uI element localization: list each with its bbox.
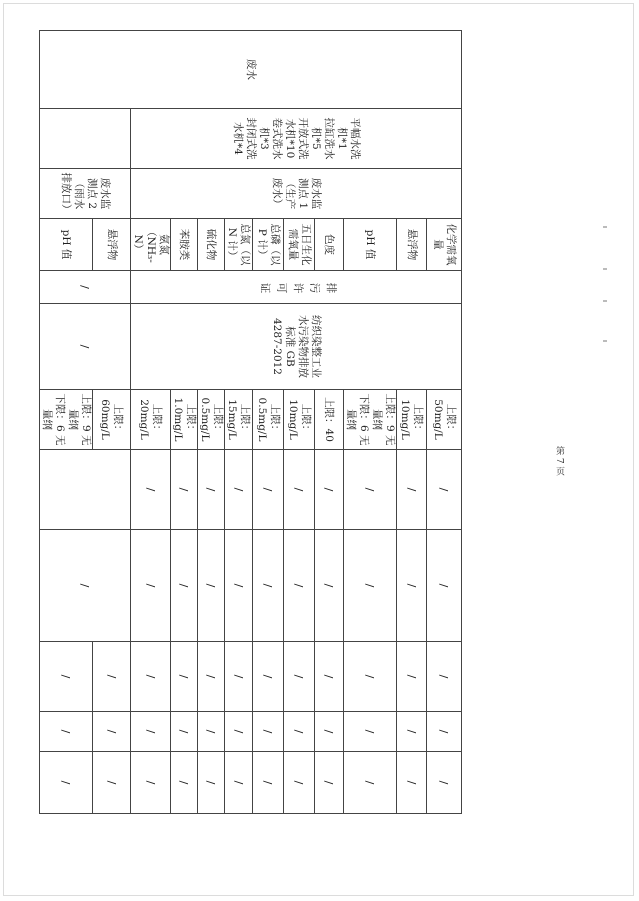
slash-cell: / [284, 642, 315, 712]
slash-cell: / [427, 642, 462, 712]
limit-cell: 上限：50mg/L [427, 390, 462, 450]
limit-cell: 上限：20mg/L [131, 390, 171, 450]
slash-cell: / [284, 530, 315, 642]
slash-cell: / [253, 642, 284, 712]
slash-cell: / [253, 530, 284, 642]
slash-cell: / [40, 271, 131, 304]
equipment-cell: 平幅水洗 机*1 拉缸洗水 机*5 开放式洗 水机*10 卷式洗水 机*3 封闭式洗 水机*4 [131, 109, 462, 169]
pollutant-cell: 硫化物 [198, 219, 225, 271]
slash-cell: / [225, 530, 253, 642]
monitoring-table [39, 30, 462, 814]
slash-cell: / [225, 752, 253, 814]
slash-cell: / [171, 712, 198, 752]
slash-cell: / [171, 642, 198, 712]
slash-cell: / [397, 642, 427, 712]
slash-cell: / [131, 450, 171, 530]
slash-cell: / [40, 642, 93, 712]
slash-cell: / [427, 450, 462, 530]
slash-cell: / [284, 712, 315, 752]
slash-cell: / [427, 752, 462, 814]
pollutant-cell: 色度 [315, 219, 344, 271]
slash-cell: / [253, 752, 284, 814]
limit-cell: 上限：10mg/L [397, 390, 427, 450]
slash-cell: / [344, 642, 397, 712]
limit-cell: 上限：15mg/L [225, 390, 253, 450]
slash-cell: / [93, 642, 131, 712]
slash-cell: / [315, 530, 344, 642]
slash-cell: / [427, 530, 462, 642]
table-row [427, 31, 462, 814]
scan-mark [603, 300, 607, 302]
slash-cell: / [397, 752, 427, 814]
pollutant-cell: 悬浮物 [397, 219, 427, 271]
limit-cell: 上限：10mg/L [284, 390, 315, 450]
category-cell: 废水 [40, 31, 462, 109]
blank-cell [40, 450, 131, 530]
scan-mark [603, 226, 607, 228]
slash-cell: / [198, 450, 225, 530]
slash-cell: / [284, 450, 315, 530]
rotated-table-wrapper [41, 30, 462, 813]
slash-cell: / [131, 712, 171, 752]
slash-cell: / [253, 450, 284, 530]
page-number: 第 7 页 [554, 446, 564, 476]
slash-cell: / [344, 450, 397, 530]
slash-cell: / [315, 752, 344, 814]
slash-cell: / [171, 752, 198, 814]
pollutant-cell: 悬浮物 [93, 219, 131, 271]
slash-cell: / [397, 530, 427, 642]
slash-cell: / [225, 450, 253, 530]
slash-cell: / [93, 752, 131, 814]
slash-cell: / [253, 712, 284, 752]
slash-cell: / [284, 752, 315, 814]
slash-cell: / [225, 712, 253, 752]
pollutant-cell: 总磷（以 P 计） [253, 219, 284, 271]
pollutant-cell: 五日生化 需氧量 [284, 219, 315, 271]
monitor-point-2-cell: 废水监 测点 2 （雨水 排放口） [40, 169, 131, 219]
table-row [93, 31, 131, 814]
limit-cell: 上限：0.5mg/L [253, 390, 284, 450]
scan-mark [603, 268, 607, 270]
permit-cell: 排污许可证 [131, 271, 462, 304]
limit-cell: 上限：1.0mg/L [171, 390, 198, 450]
slash-cell: / [344, 752, 397, 814]
slash-cell: / [397, 712, 427, 752]
slash-cell: / [198, 752, 225, 814]
slash-cell: / [344, 712, 397, 752]
pollutant-cell: 总氮（以 N 计） [225, 219, 253, 271]
slash-cell: / [93, 712, 131, 752]
slash-cell: / [131, 530, 171, 642]
limit-cell: 上限：0.5mg/L [198, 390, 225, 450]
pollutant-cell: 苯胺类 [171, 219, 198, 271]
slash-cell: / [131, 642, 171, 712]
slash-cell: / [131, 752, 171, 814]
slash-cell: / [427, 712, 462, 752]
slash-cell: / [171, 530, 198, 642]
pollutant-cell: 化学需氧 量 [427, 219, 462, 271]
slash-cell: / [40, 752, 93, 814]
scan-mark [603, 340, 607, 342]
limit-cell: 上限：9 无量纲 下限：6 无量纲 [40, 390, 93, 450]
monitor-point-1-cell: 废水监 测点 1 （生产 废水） [131, 169, 462, 219]
slash-cell: / [171, 450, 198, 530]
slash-cell: / [198, 530, 225, 642]
slash-cell: / [397, 450, 427, 530]
pollutant-cell: pH 值 [344, 219, 397, 271]
slash-cell: / [198, 642, 225, 712]
slash-cell: / [315, 712, 344, 752]
slash-cell: / [40, 712, 93, 752]
limit-cell: 上限：40 [315, 390, 344, 450]
standard-cell: 纺织染整工业 水污染物排放 标准 GB 4287-2012 [131, 304, 462, 390]
slash-cell: / [315, 450, 344, 530]
limit-cell: 上限：9 无量纲 下限：6 无量纲 [344, 390, 397, 450]
equipment-cell-2 [40, 109, 131, 169]
slash-cell: / [315, 642, 344, 712]
pollutant-cell: 氨氮 （NH₃-N） [131, 219, 171, 271]
pollutant-cell: pH 值 [40, 219, 93, 271]
slash-cell: / [40, 530, 131, 642]
slash-cell: / [198, 712, 225, 752]
slash-cell: / [225, 642, 253, 712]
slash-cell: / [344, 530, 397, 642]
limit-cell: 上限：60mg/L [93, 390, 131, 450]
slash-cell: / [40, 304, 131, 390]
